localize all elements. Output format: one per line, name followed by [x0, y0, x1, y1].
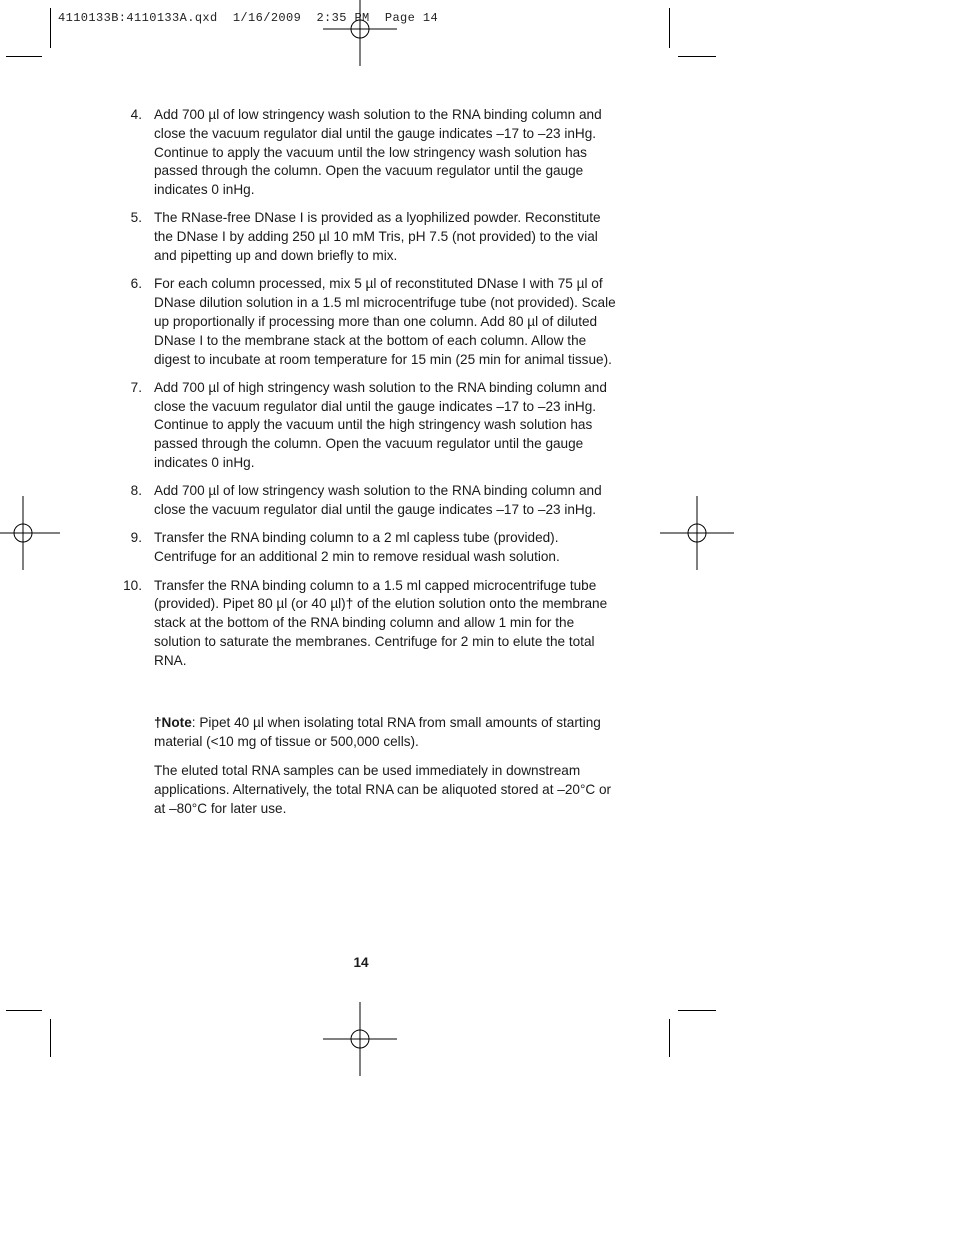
- crop-mark-top-left-horizontal: [6, 56, 42, 57]
- step-text: Add 700 µl of high stringency wash solution to the RNA binding column and close the vacuum regulator dial until the gauge indicates –17 to –23 inHg. Continue to apply the vacuum until the high stringency wash solution has passed through the column. Open the vacuum regulator until the gauge indicates 0 inHg.: [154, 379, 607, 471]
- step-text: Transfer the RNA binding column to a 1.5 ml capped microcentrifuge tube (provided). Pipet 80 µl (or 40 µl)† of the elution solution onto the membrane stack at the bottom of the RNA binding column and allow 1 min for the solution to saturate the membranes. Centrifuge for 2 min to elute the total RNA.: [154, 577, 608, 668]
- note-label: †Note: [154, 715, 192, 730]
- crop-mark-top-left-vertical: [50, 8, 51, 48]
- step-8: [108, 482, 618, 520]
- step-number: 7.: [130, 379, 142, 395]
- footnote: [154, 714, 624, 752]
- note-text: : Pipet 40 µl when isolating total RNA from small amounts of starting material (<10 mg of tissue or 500,000 cells).: [154, 715, 601, 749]
- crop-mark-bottom-right-vertical: [669, 1019, 670, 1057]
- registration-mark-left-middle: [0, 496, 60, 570]
- crop-mark-bottom-right-horizontal: [678, 1010, 716, 1011]
- step-text: The RNase-free DNase I is provided as a lyophilized powder. Reconstitute the DNase I by adding 250 µl 10 mM Tris, pH 7.5 (not provided) to the vial and pipetting up and down briefly to mix.: [154, 210, 601, 264]
- step-number: 4.: [130, 107, 142, 122]
- print-slug: 4110133B:4110133A.qxd 1/16/2009 2:35 PM Page 14: [58, 11, 439, 25]
- step-6: [108, 275, 618, 369]
- registration-mark-top-center: [323, 0, 397, 66]
- step-number: 6.: [130, 276, 142, 292]
- step-text: For each column processed, mix 5 µl of reconstituted DNase I with 75 µl of DNase dilution solution in a 1.5 ml microcentrifuge tube (not provided). Scale up proportionally if processing more than one column. Add 80 µl of diluted DNase I to the membrane stack at the bottom of each column. Allow the digest to incubate at room temperature for 15 min (25 min for animal tissue).: [154, 276, 616, 367]
- step-9: [108, 529, 618, 567]
- step-4: [108, 106, 618, 200]
- step-text: Add 700 µl of low stringency wash solution to the RNA binding column and close the vacuum regulator dial until the gauge indicates –17 to –23 inHg.: [154, 483, 602, 518]
- crop-mark-bottom-left-vertical: [50, 1019, 51, 1057]
- crop-mark-top-right-horizontal: [678, 56, 716, 57]
- crop-mark-top-right-vertical: [669, 8, 670, 48]
- page-number: 14: [353, 955, 369, 970]
- closing-paragraph: The eluted total RNA samples can be used immediately in downstream applications. Alternatively, the total RNA can be aliquoted stored at –20°C or at –80°C for later use.: [154, 763, 612, 816]
- step-number: 9.: [130, 530, 142, 546]
- step-number: 10.: [123, 577, 142, 593]
- crop-mark-bottom-left-horizontal: [6, 1010, 42, 1011]
- step-5: [108, 209, 618, 265]
- step-10: [108, 577, 618, 671]
- registration-mark-bottom-center: [323, 1002, 397, 1076]
- step-number: 8.: [130, 483, 142, 499]
- procedure-steps: [108, 106, 618, 680]
- step-text: Add 700 µl of low stringency wash solution to the RNA binding column and close the vacuum regulator dial until the gauge indicates –17 to –23 inHg. Continue to apply the vacuum until the low stringency wash solution has passed through the column. Open the vacuum regulator until the gauge indicates 0 inHg.: [154, 107, 602, 198]
- step-text: Transfer the RNA binding column to a 2 ml capless tube (provided). Centrifuge for an additional 2 min to remove residual wash solution.: [154, 530, 560, 565]
- step-number: 5.: [130, 210, 142, 226]
- step-7: [108, 379, 618, 473]
- registration-mark-right-middle: [660, 496, 734, 570]
